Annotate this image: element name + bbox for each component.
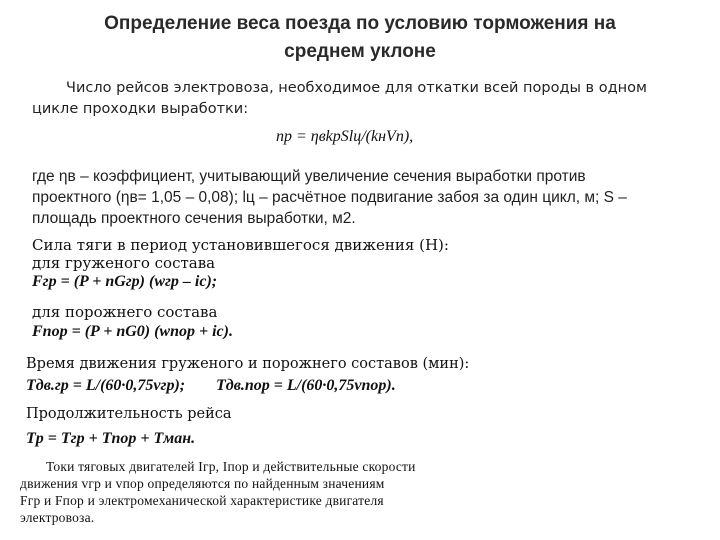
traction-empty-label: для порожнего состава bbox=[32, 303, 218, 321]
formula-travel-time-empty: Tдв.пор = L/(60·0,75vпор). bbox=[216, 377, 396, 394]
currents-line-2: движения vгр и vпор определяются по найденным значениям bbox=[20, 476, 385, 491]
page-title: Определение веса поезда по условию торможения на bbox=[104, 13, 616, 34]
currents-line-1: Токи тяговых двигателей Iгр, Iпор и действительные скорости bbox=[46, 459, 416, 474]
page-title-continued: среднем уклоне bbox=[284, 41, 436, 62]
formula-traction-empty: Fпор = (P + nG0) (wпор + ic). bbox=[32, 323, 233, 340]
traction-heading: Сила тяги в период установившегося движения (Н): bbox=[32, 236, 449, 254]
formula-trips-count: nр = ηвkрSlц/(kнVn), bbox=[276, 128, 414, 145]
intro-line-1: Число рейсов электровоза, необходимое для откатки всей породы в одном bbox=[66, 80, 647, 96]
traction-loaded-label: для груженого состава bbox=[32, 254, 216, 272]
explanation-line-1: где ηв – коэффициент, учитывающий увеличение сечения выработки против bbox=[32, 168, 586, 185]
formula-travel-time-loaded: Tдв.гр = L/(60·0,75vгр); bbox=[26, 377, 186, 394]
currents-line-4: электровоза. bbox=[20, 510, 95, 525]
explanation-line-2: проектного (ηв= 1,05 – 0,08); lц – расчётное подвигание забоя за один цикл, м; S – bbox=[32, 189, 627, 206]
formula-traction-loaded: Fгр = (P + nGгр) (wгр – ic); bbox=[32, 273, 218, 290]
formula-trip-duration: Tр = Tгр + Tпор + Tман. bbox=[26, 430, 196, 447]
travel-time-heading: Время движения груженого и порожнего составов (мин): bbox=[26, 356, 470, 372]
trip-duration-heading: Продолжительность рейса bbox=[26, 406, 232, 422]
explanation-line-3: площадь проектного сечения выработки, м2. bbox=[32, 210, 356, 227]
currents-line-3: Fгр и Fпор и электромеханической характеристике двигателя bbox=[20, 493, 384, 508]
intro-line-2: цикле проходки выработки: bbox=[32, 101, 249, 117]
